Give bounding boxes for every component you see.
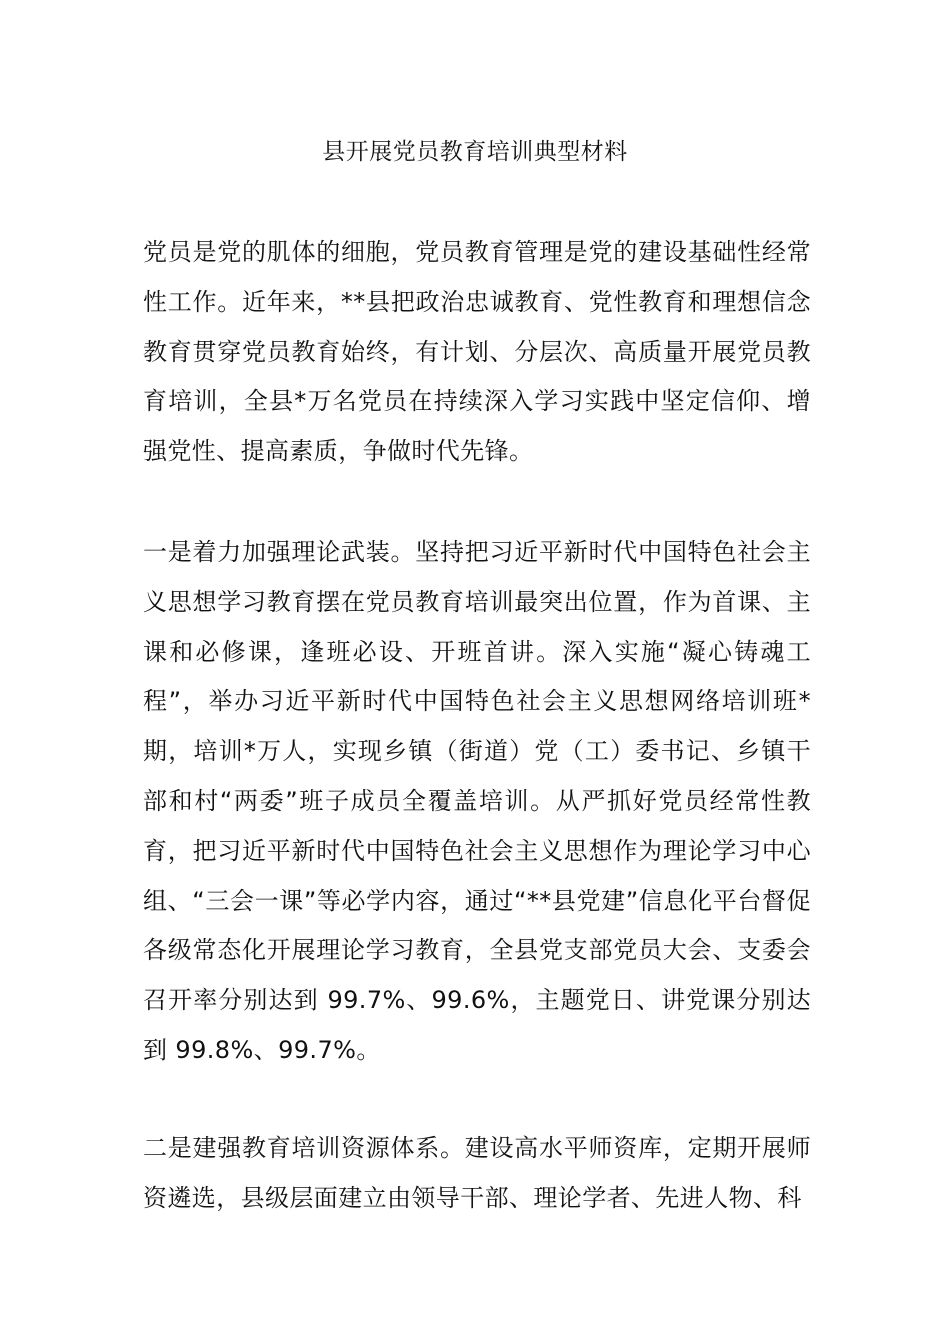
document-title: 县开展党员教育培训典型材料 [322, 139, 628, 165]
paragraph-intro: 党员是党的肌体的细胞，党员教育管理是党的建设基础性经常性工作。近年来，**县把政治忠诚教育、党性教育和理想信念教育贯穿党员教育始终，有计划、分层次、高质量开展党员教育培训，全县*万名党员在持续深入学习实践中坚定信仰、增强党性、提高素质，争做时代先锋。 [143, 238, 811, 466]
paragraph-resources: 二是建强教育培训资源体系。建设高水平师资库，定期开展师资遴选，县级层面建立由领导干部、理论学者、先进人物、科 [143, 1134, 811, 1212]
paragraph-theory: 一是着力加强理论武装。坚持把习近平新时代中国特色社会主义思想学习教育摆在党员教育培训最突出位置，作为首课、主课和必修课，逢班必设、开班首讲。深入实施“凝心铸魂工程”，举办习近平新时代中国特色社会主义思想网络培训班*期，培训*万人，实现乡镇（街道）党（工）委书记、乡镇干部和村“两委”班子成员全覆盖培训。从严抓好党员经常性教育，把习近平新时代中国特色社会主义思想作为理论学习中心组、“三会一课”等必学内容，通过“**县党建”信息化平台督促各级常态化开展理论学习教育，全县党支部党员大会、支委会召开率分别达到 99.7%、99.6%，主题党日、讲党课分别达到 99.8%、99.7%。 [143, 538, 811, 1064]
